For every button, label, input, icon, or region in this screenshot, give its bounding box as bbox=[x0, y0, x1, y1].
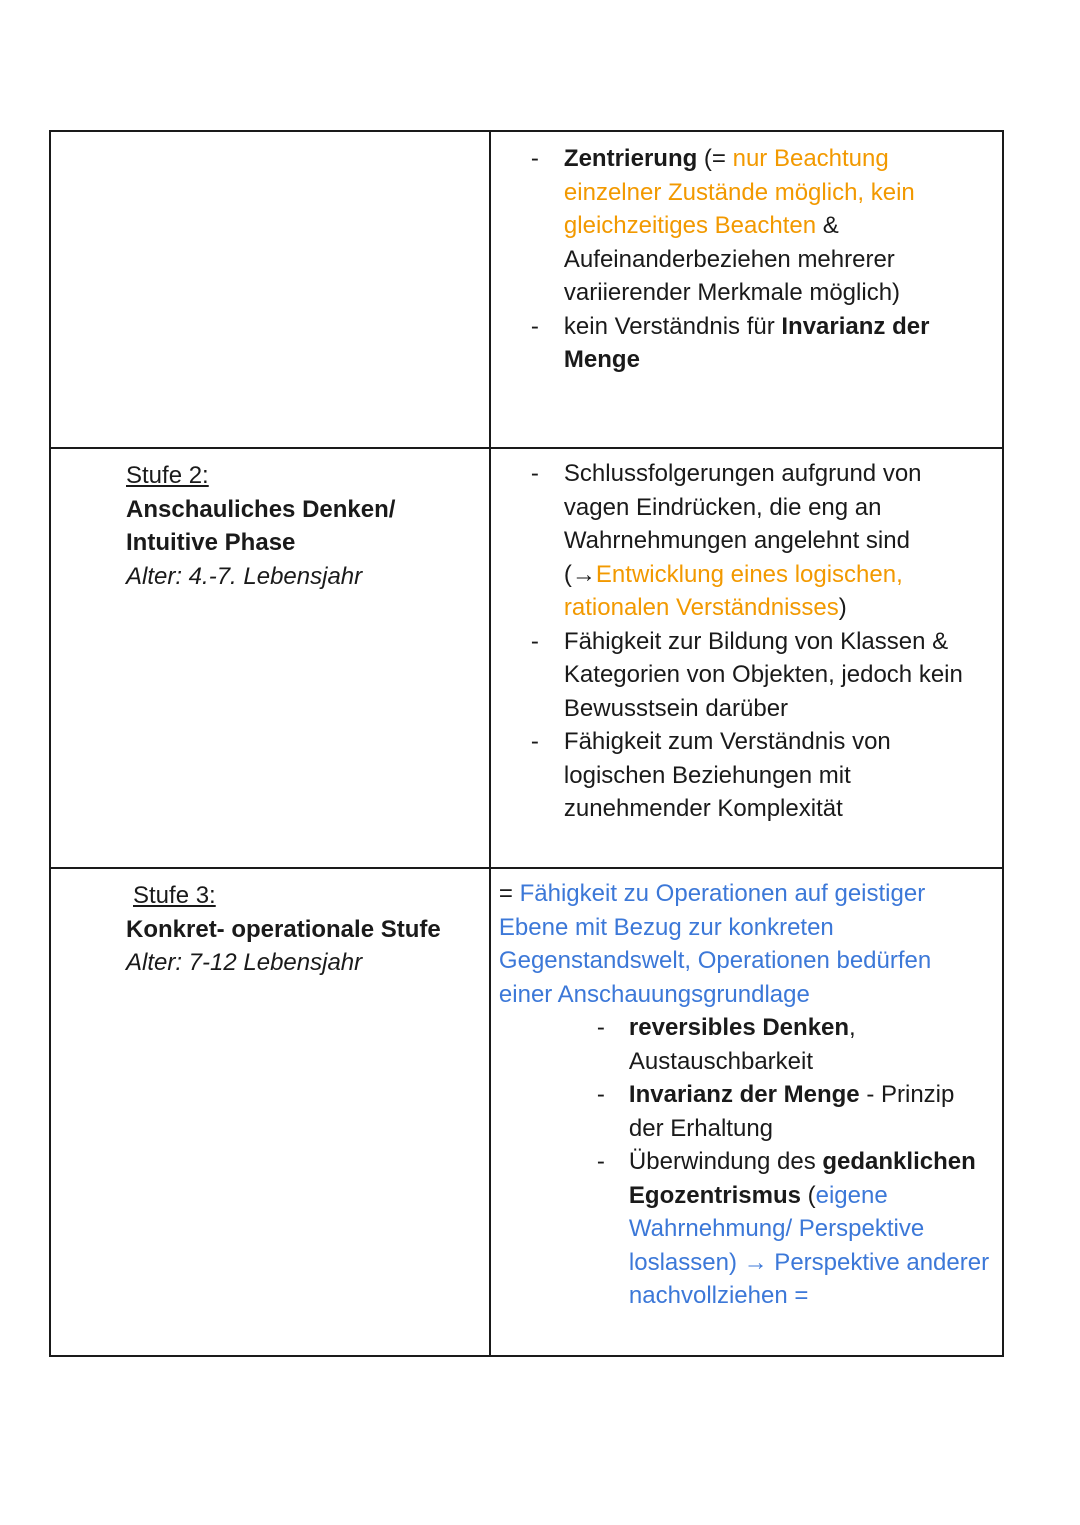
term-zentrierung: Zentrierung bbox=[563, 145, 698, 172]
term-invarianz: Invarianz der Menge bbox=[563, 312, 930, 373]
list-item-invarianz: - kein Verständnis für Invarianz der Menge bbox=[491, 310, 1002, 377]
stage-definition: = Fähigkeit zu Operationen auf geistiger Ebene mit Bezug zur konkreten Gegenstandswelt, Operationen bedürfen einer Anschauungsgrundlage bbox=[498, 880, 932, 1008]
description-cell bbox=[490, 868, 1003, 1356]
blue-highlight: eigene Wahrnehmung/ Perspektive loslassen) → Perspektive anderer nachvollziehen = bbox=[628, 1181, 990, 1309]
stage-cell-empty bbox=[50, 131, 490, 448]
table-row bbox=[50, 868, 1003, 1356]
list-item: - Überwindung des gedanklichen Egozentrismus (eigene Wahrnehmung/ Perspektive loslassen) → Perspektive anderer nachvollziehen = bbox=[491, 1145, 1002, 1313]
stages-table bbox=[49, 130, 1004, 1357]
stage-cell bbox=[50, 868, 490, 1356]
stage-2-block bbox=[51, 459, 489, 593]
orange-highlight: Entwicklung eines logischen, rationalen Verständnisses bbox=[563, 560, 903, 621]
stage-name: Anschauliches Denken/ Intuitive Phase bbox=[126, 495, 396, 556]
list-item: - Schlussfolgerungen aufgrund von vagen Eindrücken, die eng an Wahrnehmungen angelehnt sind (→Entwicklung eines logischen, rationalen Verständnisses) bbox=[491, 457, 1002, 625]
stage-age: Alter: 7-12 Lebensjahr bbox=[126, 949, 363, 976]
orange-highlight: nur Beachtung einzelner Zustände möglich, kein gleichzeitiges Beachten bbox=[563, 145, 915, 239]
stage-name: Konkret- operationale Stufe bbox=[126, 915, 441, 943]
table-row bbox=[50, 448, 1003, 868]
term-invarianz: Invarianz der Menge bbox=[628, 1081, 860, 1108]
stage-cell bbox=[50, 448, 490, 868]
list-item: - Fähigkeit zum Verständnis von logischen Beziehungen mit zunehmender Komplexität bbox=[491, 725, 1002, 826]
list-item: - Invarianz der Menge - Prinzip der Erhaltung bbox=[491, 1078, 1002, 1145]
table-row bbox=[50, 131, 1003, 448]
blue-highlight: Fähigkeit zu Operationen auf geistiger Ebene mit Bezug zur konkreten Gegenstandswelt, Operationen bedürfen einer Anschauungsgrundlage bbox=[498, 880, 932, 1008]
list-item: - reversibles Denken, Austauschbarkeit bbox=[491, 1011, 1002, 1078]
list-item-zentrierung: - Zentrierung (= nur Beachtung einzelner Zustände möglich, kein gleichzeitiges Beachten & Aufeinanderbeziehen mehrerer variierender Merkmale möglich) bbox=[491, 142, 1002, 310]
description-cell bbox=[490, 131, 1003, 448]
stage-label: Stufe 3: bbox=[133, 882, 216, 909]
term-reversibles-denken: reversibles Denken bbox=[628, 1014, 850, 1041]
description-cell bbox=[490, 448, 1003, 868]
bullet-list bbox=[491, 142, 1002, 377]
term-egozentrismus: gedanklichen Egozentrismus bbox=[628, 1148, 976, 1209]
stage-age: Alter: 4.-7. Lebensjahr bbox=[126, 562, 363, 590]
stage-3-block bbox=[51, 879, 489, 980]
list-item: - Fähigkeit zur Bildung von Klassen & Kategorien von Objekten, jedoch kein Bewusstsein darüber bbox=[491, 625, 1002, 726]
bullet-list bbox=[491, 1011, 1002, 1313]
bullet-list bbox=[491, 457, 1002, 826]
stage-label: Stufe 2: bbox=[126, 462, 209, 489]
